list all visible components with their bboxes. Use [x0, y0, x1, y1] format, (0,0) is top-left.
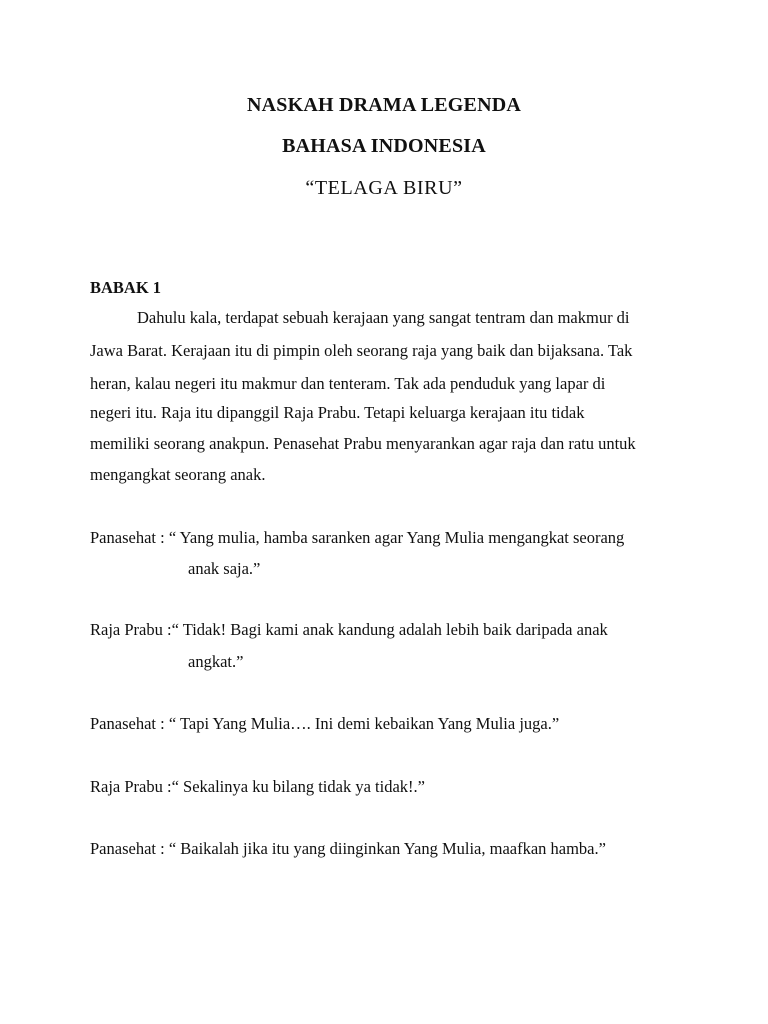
dialogue-line — [90, 839, 606, 859]
speech-text: “ Tapi Yang Mulia…. Ini demi kebaikan Yang Mulia juga.” — [168, 714, 560, 733]
narration-line: mengangkat seorang anak. — [90, 465, 266, 484]
dialogue-line — [90, 777, 425, 797]
speaker-name: Panasehat : — [90, 528, 169, 547]
narration-line: heran, kalau negeri itu makmur dan tenteram. Tak ada penduduk yang lapar di — [90, 374, 606, 393]
title-line-2: BAHASA INDONESIA — [282, 135, 486, 157]
section-heading: BABAK 1 — [90, 278, 162, 297]
narration-line: Dahulu kala, terdapat sebuah kerajaan yang sangat tentram dan makmur di — [137, 308, 630, 327]
dialogue-line — [90, 714, 559, 734]
narration-line: negeri itu. Raja itu dipanggil Raja Prabu. Tetapi keluarga kerajaan itu tidak — [90, 403, 585, 422]
title-line-3: “TELAGA BIRU” — [305, 177, 463, 199]
title-line-1: NASKAH DRAMA LEGENDA — [246, 94, 522, 116]
speaker-name: Panasehat : — [90, 839, 169, 858]
dialogue-continuation: anak saja.” — [188, 559, 261, 578]
speaker-name: Raja Prabu : — [90, 620, 172, 639]
speech-text: “ Tidak! Bagi kami anak kandung adalah lebih baik daripada anak — [171, 620, 608, 639]
narration-line: Jawa Barat. Kerajaan itu di pimpin oleh seorang raja yang baik dan bijaksana. Tak — [90, 341, 633, 360]
speech-text: “ Yang mulia, hamba saranken agar Yang Mulia mengangkat seorang — [168, 528, 625, 547]
dialogue-continuation: angkat.” — [188, 652, 244, 671]
speaker-name: Raja Prabu : — [90, 777, 172, 796]
dialogue-line — [90, 528, 624, 548]
dialogue-line — [90, 620, 608, 640]
narration-line: memiliki seorang anakpun. Penasehat Prabu menyarankan agar raja dan ratu untuk — [90, 434, 636, 453]
speech-text: “ Sekalinya ku bilang tidak ya tidak!.” — [171, 777, 425, 796]
speech-text: “ Baikalah jika itu yang diinginkan Yang Mulia, maafkan hamba.” — [168, 839, 606, 858]
speaker-name: Panasehat : — [90, 714, 169, 733]
